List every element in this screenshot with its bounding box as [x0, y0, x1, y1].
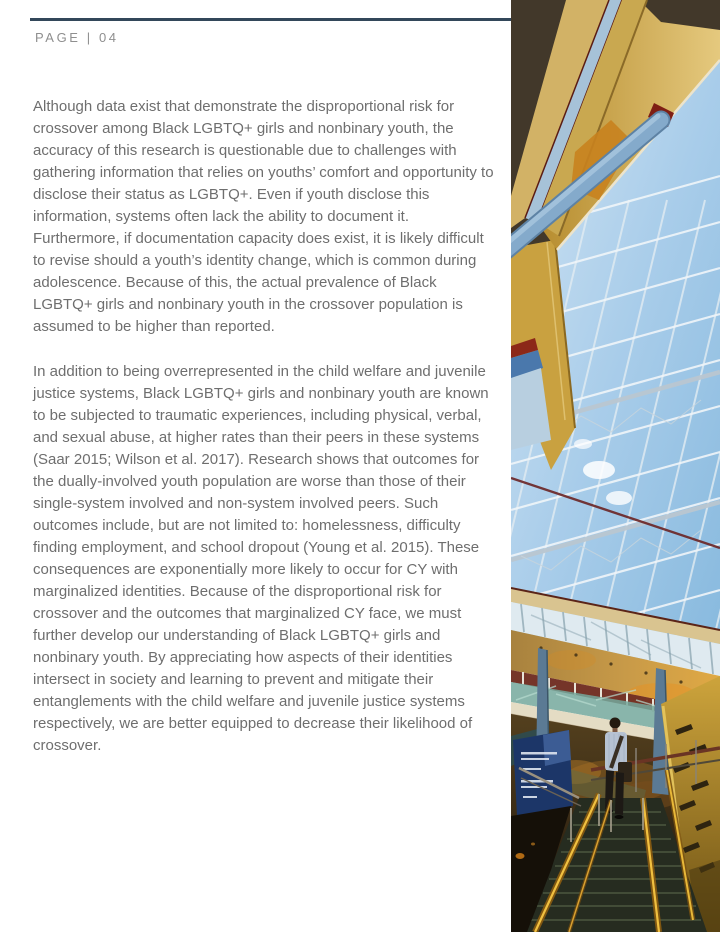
- paragraph-2: In addition to being overrepresented in the child welfare and juvenile justice systems, Black LGBTQ+ girls and nonbinary youth are known to be subjected to traumatic experiences, including physical, verbal, and sexual abuse, at higher rates than their peers in these systems (Saar 2015; Wilson et al. 2017). Research shows that outcomes for the dually-involved youth population are worse than those of their single-system involved and non-system involved peers. Such outcomes include, but are not limited to: homelessness, difficulty finding employment, and school dropout (Young et al. 2015). These consequences are exponentially more likely to occur for CY with marginalized identities. Because of the disproportional risk for crossover and the outcomes that marginalized CY face, we must further develop our understanding of Black LGBTQ+ girls and nonbinary youth. By appreciating how aspects of their identities intersect in society and learning to prevent and mitigate their entanglements with the child welfare and juvenile justice systems respectively, we are better equipped to decrease their likelihood of crossover.: [33, 363, 489, 754]
- header-rule: [30, 18, 511, 21]
- paragraph-1: Although data exist that demonstrate the disproportional risk for crossover among Black LGBTQ+ girls and nonbinary youth, the accuracy of this research is questionable due to challenges with gathering information that relies on youths’ comfort and opportunity to disclose their status as LGBTQ+. Even if youth disclose this information, systems often lack the ability to document it. Furthermore, if documentation capacity does exist, it is likely difficult to revise should a youth’s identity change, which is common during adolescence. Because of this, the actual prevalence of Black LGBTQ+ girls and nonbinary youth in the crossover population is assumed to be higher than reported.: [33, 98, 494, 335]
- atrium-photo-illustration: [511, 0, 720, 932]
- page-number-label: PAGE | 04: [35, 30, 119, 45]
- body-text-column: [33, 96, 499, 780]
- banner-sign: [513, 730, 573, 816]
- atrium-photo: [511, 0, 720, 932]
